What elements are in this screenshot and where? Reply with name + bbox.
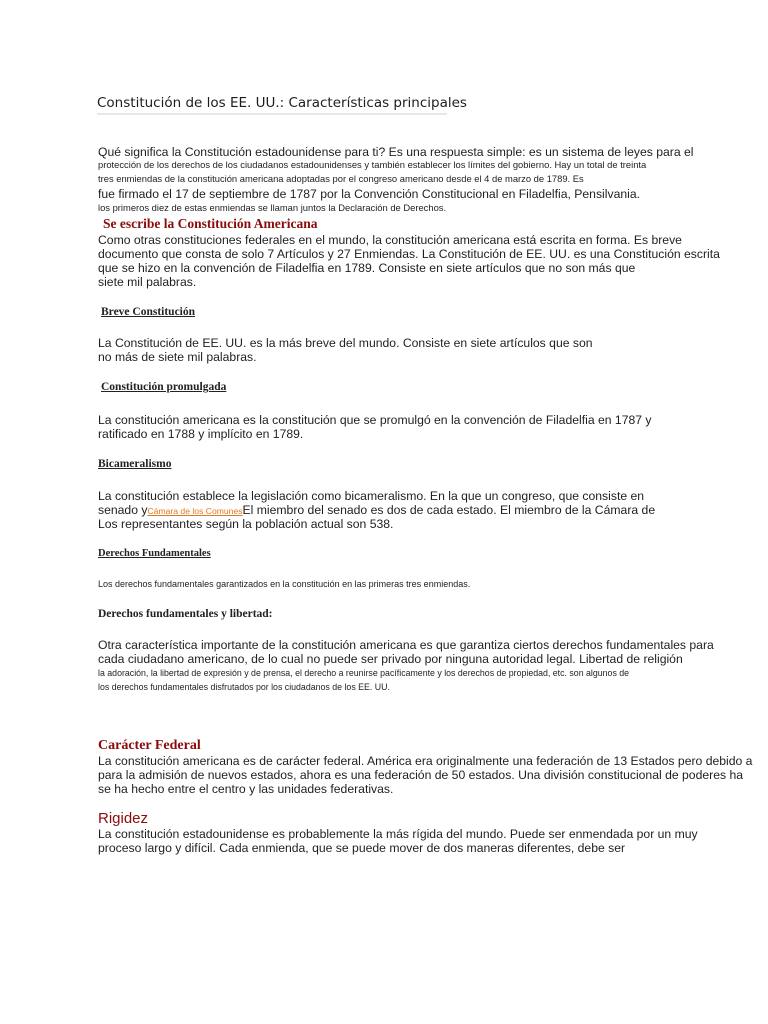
section-heading-fundamental: Derechos Fundamentales xyxy=(98,548,211,559)
rigidity-line-1: La constitución estadounidense es probablemente la más rígida del mundo. Puede ser enmendada por un muy xyxy=(98,827,698,841)
enacted-line-2: ratificado en 1788 y implícito en 1789. xyxy=(98,427,304,441)
house-of-commons-link[interactable]: Cámara de los Comunes xyxy=(147,506,243,516)
liberty-line-2: cada ciudadano americano, de lo cual no puede ser privado por ninguna autoridad legal. Libertad de religión xyxy=(98,652,683,666)
enacted-line-1: La constitución americana es la constitución que se promulgó en la convención de Filadelfia en 1787 y xyxy=(98,413,652,427)
fundamental-line-1: Los derechos fundamentales garantizados en la constitución en las primeras tres enmiendas. xyxy=(98,579,471,589)
bicameral-line-2-start: senado y xyxy=(98,503,148,517)
intro-line-5: los primeros diez de estas enmiendas se llaman juntos la Declaración de Derechos. xyxy=(98,202,447,213)
bicameral-line-2-end: El miembro del senado es dos de cada estado. El miembro de la Cámara de xyxy=(242,503,656,517)
brief-line-1: La Constitución de EE. UU. es la más breve del mundo. Consiste en siete artículos que son xyxy=(98,336,593,350)
federal-line-2: para la admisión de nuevos estados, ahora es una federación de 50 estados. Una división constitucional de poderes ha xyxy=(98,768,744,782)
bicameral-line-2 xyxy=(98,503,655,518)
title-divider xyxy=(97,113,447,115)
section-heading-bicameral: Bicameralismo xyxy=(98,458,172,470)
intro-line-2: protección de los derechos de los ciudadanos estadounidenses y también establecer los límites del gobierno. Hay un total de treinta xyxy=(98,159,647,170)
federal-line-1: La constitución americana es de carácter federal. América era originalmente una federación de 13 Estados pero debido a xyxy=(98,754,753,768)
page-title: Constitución de los EE. UU.: Características principales xyxy=(97,95,467,111)
section-heading-brief: Breve Constitución xyxy=(101,306,196,318)
brief-line-2: no más de siete mil palabras. xyxy=(98,350,257,364)
intro-line-1: Qué significa la Constitución estadounidense para ti? Es una respuesta simple: es un sistema de leyes para el xyxy=(98,145,694,159)
written-line-4: siete mil palabras. xyxy=(98,275,197,289)
section-heading-liberty: Derechos fundamentales y libertad: xyxy=(98,608,273,620)
section-heading-rigidity: Rigidez xyxy=(98,810,149,827)
section-heading-written: Se escribe la Constitución Americana xyxy=(103,216,318,231)
intro-line-3: tres enmiendas de la constitución americana adoptadas por el congreso americano desde el 4 de marzo de 1789. Es xyxy=(98,173,584,184)
liberty-line-3: la adoración, la libertad de expresión y de prensa, el derecho a reunirse pacíficamente y los derechos de propiedad, etc. son algunos de xyxy=(98,668,630,678)
bicameral-line-1: La constitución establece la legislación como bicameralismo. En la que un congreso, que consiste en xyxy=(98,489,645,503)
intro-line-4: fue firmado el 17 de septiembre de 1787 por la Convención Constitucional en Filadelfia, Pensilvania. xyxy=(98,187,640,201)
bicameral-line-3: Los representantes según la población actual son 538. xyxy=(98,517,394,531)
section-heading-federal: Carácter Federal xyxy=(98,738,201,753)
liberty-line-4: los derechos fundamentales disfrutados por los ciudadanos de los EE. UU. xyxy=(98,682,390,692)
written-line-2: documento que consta de solo 7 Artículos y 27 Enmiendas. La Constitución de EE. UU. es una Constitución escrita xyxy=(98,247,720,261)
liberty-line-1: Otra característica importante de la constitución americana es que garantiza ciertos derechos fundamentales para xyxy=(98,638,714,652)
written-line-3: que se hizo en la convención de Filadelfia en 1789. Consiste en siete artículos que no son más que xyxy=(98,261,636,275)
federal-line-3: se ha hecho entre el centro y las unidades federativas. xyxy=(98,782,394,796)
written-line-1: Como otras constituciones federales en el mundo, la constitución americana está escrita en forma. Es breve xyxy=(98,233,682,247)
rigidity-line-2: proceso largo y difícil. Cada enmienda, que se puede mover de dos maneras diferentes, debe ser xyxy=(98,841,626,855)
section-heading-enacted: Constitución promulgada xyxy=(101,381,227,393)
